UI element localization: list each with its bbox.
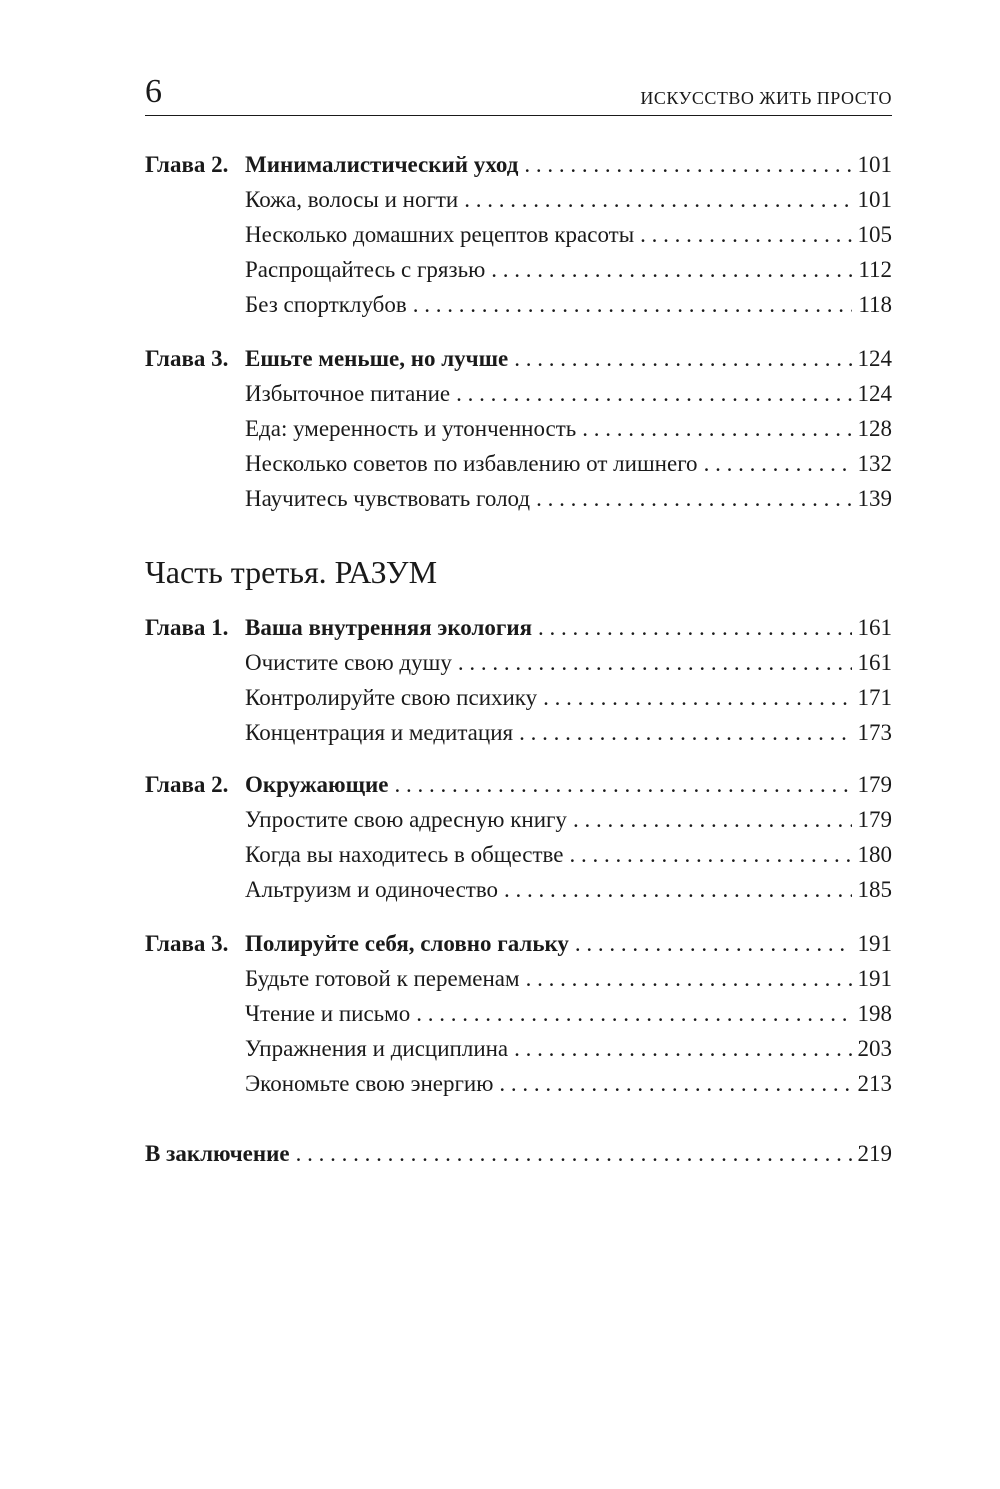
chapter-label: Глава 1. [145,615,229,640]
page-ref: 124 [857,381,892,406]
dot-leader [543,680,851,715]
section-title: Альтруизм и одиночество [245,877,499,902]
conclusion-title: В заключение [145,1141,290,1166]
toc-sub-entry[interactable] [145,1066,892,1101]
toc-chapter-entry[interactable] [145,341,892,376]
section-title: Научитесь чувствовать голод [245,486,531,511]
toc-sub-entry[interactable] [145,680,892,715]
running-title: ИСКУССТВО ЖИТЬ ПРОСТО [640,88,892,108]
dot-leader [582,411,851,446]
section-title: Концентрация и медитация [245,720,514,745]
toc-sub-entry[interactable] [145,645,892,680]
section-title: Распрощайтесь с грязью [245,257,486,282]
toc-chapter-entry[interactable] [145,147,892,182]
toc-chapter-p2 [145,767,892,907]
page-ref: 180 [857,842,892,867]
page-ref: 179 [857,772,892,797]
page-ref: 191 [857,931,892,956]
page-ref: 219 [857,1141,892,1166]
toc-chapter-entry[interactable] [145,610,892,645]
toc-chapter-entry[interactable] [145,767,892,802]
dot-leader [458,645,852,680]
toc-sub-entry[interactable] [145,996,892,1031]
dot-leader [491,252,852,287]
toc-sub-entry[interactable] [145,287,892,322]
toc-sub-entry[interactable] [145,446,892,481]
toc-sub-entry[interactable] [145,715,892,750]
section-title: Экономьте свою энергию [245,1071,494,1096]
toc-chapter-entry[interactable] [145,926,892,961]
chapter-title: Полируйте себя, словно гальку [245,931,569,956]
dot-leader [536,481,851,516]
toc-chapter-p1 [145,610,892,750]
dot-leader [514,341,851,376]
chapter-title: Окружающие [245,772,389,797]
page-ref: 185 [857,877,892,902]
dot-leader [464,182,851,217]
toc-chapter-a3 [145,341,892,516]
chapter-title: Ваша внутренняя экология [245,615,533,640]
page-ref: 118 [858,292,892,317]
page-ref: 105 [857,222,892,247]
chapter-title: Минималистический уход [245,152,519,177]
chapter-label: Глава 3. [145,346,229,371]
dot-leader [526,961,852,996]
dot-leader [704,446,852,481]
page-ref: 112 [858,257,892,282]
page-ref: 161 [857,615,892,640]
section-title: Несколько советов по избавлению от лишнего [245,451,698,476]
dot-leader [499,1066,851,1101]
dot-leader [538,610,851,645]
page-ref: 101 [857,152,892,177]
dot-leader [519,715,851,750]
section-title: Контролируйте свою психику [245,685,538,710]
toc-sub-entry[interactable] [145,837,892,872]
toc-conclusion [145,1136,892,1171]
toc-sub-entry[interactable] [145,182,892,217]
toc-sub-entry[interactable] [145,961,892,996]
dot-leader [394,767,851,802]
section-title: Еда: умеренность и утонченность [245,416,577,441]
page-ref: 139 [857,486,892,511]
toc-sub-entry[interactable] [145,411,892,446]
dot-leader [514,1031,851,1066]
chapter-label: Глава 2. [145,152,229,177]
section-title: Упростите свою адресную книгу [245,807,567,832]
dot-leader [524,147,851,182]
page-ref: 213 [857,1071,892,1096]
dot-leader [456,376,851,411]
dot-leader [416,996,851,1031]
section-title: Упражнения и дисциплина [245,1036,509,1061]
toc-sub-entry[interactable] [145,217,892,252]
toc-sub-entry[interactable] [145,872,892,907]
page-ref: 161 [857,650,892,675]
chapter-label: Глава 3. [145,931,229,956]
section-title: Кожа, волосы и ногти [245,187,459,212]
toc-sub-entry[interactable] [145,1031,892,1066]
section-title: Чтение и письмо [245,1001,411,1026]
header-rule [145,115,892,116]
page-ref: 171 [857,685,892,710]
page-ref: 179 [857,807,892,832]
section-title: Несколько домашних рецептов красоты [245,222,635,247]
section-title: Избыточное питание [245,381,451,406]
dot-leader [640,217,851,252]
chapter-title: Ешьте меньше, но лучше [245,346,509,371]
toc-chapter-p3 [145,926,892,1101]
page-ref: 191 [857,966,892,991]
page-ref: 173 [857,720,892,745]
toc-sub-entry[interactable] [145,376,892,411]
toc-sub-entry[interactable] [145,252,892,287]
toc-conclusion-entry[interactable] [145,1136,892,1171]
page-ref: 124 [857,346,892,371]
section-title: Когда вы находитесь в обществе [245,842,564,867]
part-title: Часть третья. РАЗУМ [145,554,438,590]
page-ref: 132 [857,451,892,476]
toc-chapter-a2 [145,147,892,322]
dot-leader [413,287,853,322]
section-title: Без спортклубов [245,292,407,317]
page-ref: 203 [857,1036,892,1061]
section-title: Очистите свою душу [245,650,452,675]
page-ref: 198 [857,1001,892,1026]
page-header [145,72,892,116]
section-title: Будьте готовой к переменам [245,966,520,991]
dot-leader [573,802,852,837]
dot-leader [575,926,852,961]
page-ref: 128 [857,416,892,441]
dot-leader [504,872,851,907]
page-ref: 101 [857,187,892,212]
chapter-label: Глава 2. [145,772,229,797]
toc-sub-entry[interactable] [145,481,892,516]
page-number: 6 [145,73,162,110]
dot-leader [296,1136,852,1171]
dot-leader [569,837,851,872]
toc-sub-entry[interactable] [145,802,892,837]
